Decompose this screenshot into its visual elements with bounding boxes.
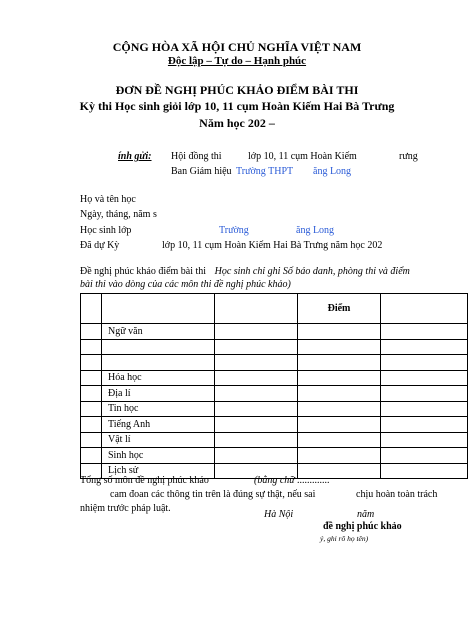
table-row xyxy=(81,339,468,355)
table-cell xyxy=(81,294,102,324)
table-row xyxy=(81,432,468,448)
exam-label: Đã dự Kỳ xyxy=(80,240,120,251)
score-table xyxy=(80,293,468,479)
addressee-council-tail: rưng xyxy=(399,151,418,162)
commitment-text: cam đoan các thông tin trên là đúng sự thật, nếu sai xyxy=(110,489,316,500)
table-row xyxy=(81,448,468,464)
request-instruction: Học sinh chỉ ghi Số báo danh, phòng thi và điểm xyxy=(214,266,410,277)
table-row xyxy=(81,417,468,433)
request-line2: bài thi vào dòng của các môn thi đề nghị phúc khảo) xyxy=(80,279,291,290)
motto xyxy=(0,55,474,67)
commitment-line2: nhiệm trước pháp luật. xyxy=(80,503,171,514)
signing-place: Hà Nội xyxy=(264,509,294,520)
school-year: Năm học 202 – xyxy=(199,116,275,130)
subject-cell: Tiếng Anh xyxy=(102,417,215,433)
score-header: Điểm xyxy=(298,294,381,324)
signer-hint: ý, ghi rõ họ tên) xyxy=(320,534,369,543)
request-text: Đề nghị phúc khảo điểm bài thi xyxy=(80,266,207,277)
subject-cell: Địa lí xyxy=(102,386,215,402)
table-cell xyxy=(102,294,215,324)
exam-title: Kỳ thi Học sinh giỏi lớp 10, 11 cụm Hoàn Kiếm Hai Bà Trưng xyxy=(79,99,395,113)
subject-cell xyxy=(102,339,215,355)
motto-text: Độc lập – Tự do – Hạnh phúc xyxy=(167,55,307,67)
table-header-row xyxy=(81,294,468,324)
exam-text: lớp 10, 11 cụm Hoàn Kiếm Hai Bà Trưng năm học 202 xyxy=(162,240,383,251)
addressee-school-tail: ăng Long xyxy=(313,166,352,177)
dob-label: Ngày, tháng, năm s xyxy=(80,209,157,220)
table-row xyxy=(81,386,468,402)
subject-cell: Lịch sử xyxy=(102,463,215,479)
form-title: ĐƠN ĐỀ NGHỊ PHÚC KHẢO ĐIỂM BÀI THI xyxy=(115,83,359,97)
table-row xyxy=(81,324,468,340)
addressee-school: Trường THPT xyxy=(236,166,294,177)
request-line1 xyxy=(80,266,410,277)
total-label: Tổng số môn đề nghị phúc khảo xyxy=(80,475,209,486)
class-school: Trường xyxy=(219,225,249,236)
table-cell xyxy=(215,294,298,324)
subject-cell: Ngữ văn xyxy=(102,324,215,340)
class-school-tail: ăng Long xyxy=(296,225,335,236)
table-row xyxy=(81,401,468,417)
total-hint: (bằng chữ ............. xyxy=(254,475,330,486)
name-label: Họ và tên học xyxy=(80,194,136,205)
subject-cell xyxy=(102,355,215,371)
subject-cell: Sinh học xyxy=(102,448,215,464)
commitment-text-tail: chịu hoàn toàn trách xyxy=(356,489,438,500)
table-row xyxy=(81,355,468,371)
table-row xyxy=(81,370,468,386)
class-label: Học sinh lớp xyxy=(80,225,132,236)
subject-cell: Vật lí xyxy=(102,432,215,448)
signing-date: năm xyxy=(357,509,375,520)
table-cell xyxy=(381,294,468,324)
addressee-label: ính gửi: xyxy=(118,151,152,162)
addressee-board: Ban Giám hiệu xyxy=(171,166,232,177)
country-name: CỘNG HÒA XÃ HỘI CHỦ NGHĨA VIỆT NAM xyxy=(112,40,362,54)
signer-title: đề nghị phúc khảo xyxy=(323,521,402,532)
addressee-council-detail: lớp 10, 11 cụm Hoàn Kiếm xyxy=(248,151,357,162)
subject-cell: Hóa học xyxy=(102,370,215,386)
subject-cell: Tin học xyxy=(102,401,215,417)
addressee-council: Hội đồng thi xyxy=(171,151,222,162)
